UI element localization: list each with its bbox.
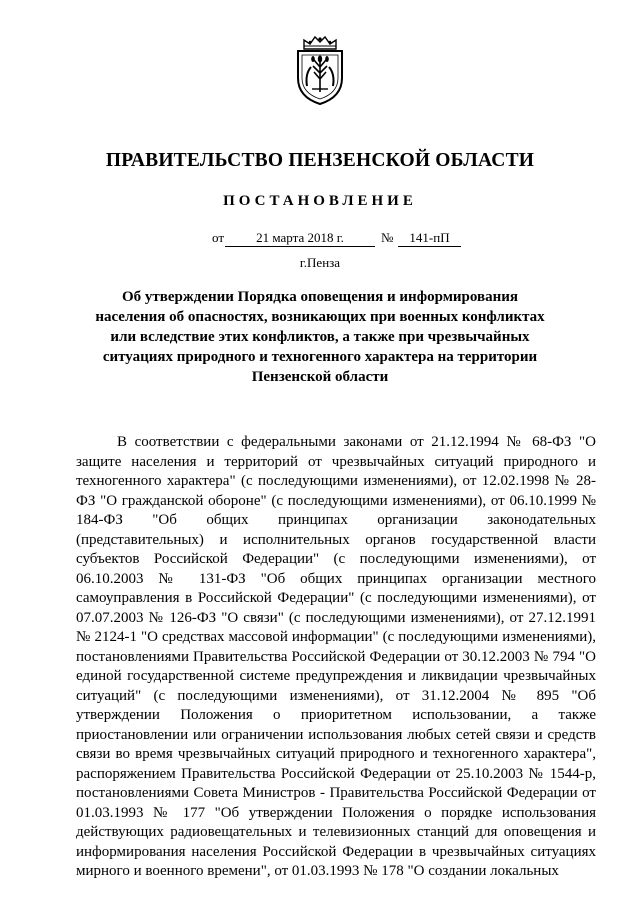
document-number: 141-пП — [398, 230, 461, 247]
from-label: от — [212, 230, 225, 245]
number-label: № — [381, 230, 394, 245]
document-subject: Об утверждении Порядка оповещения и информирования населения об опасностях, возникающих при военных конфликтах или вследствие этих конфликтов, а также при чрезвычайных ситуациях природного и техногенного характера на территории Пензенской области — [95, 289, 545, 385]
document-date: 21 марта 2018 г. — [225, 230, 375, 247]
document-type: ПОСТАНОВЛЕНИЕ — [223, 193, 417, 209]
body-paragraph: В соответствии с федеральными законами от 21.12.1994 № 68-ФЗ "О защите населения и территорий от чрезвычайных ситуаций природного и техногенного характера" (с последующими изменениями), от 12.02.1998 № 28-ФЗ "О гражданской обороне" (с последующими изменениями), от 06.10.1999 № 184-ФЗ "Об общих принципах организации законодательных (представительных) и исполнительных органов государственной власти субъектов Российской Федерации" (с последующими изменениями), от 06.10.2003 № 131-ФЗ "Об общих принципах организации местного самоуправления в Российской Федерации" (с последующими изменениями), от 07.07.2003 № 126-ФЗ "О связи" (с последующими изменениями), от 27.12.1991 № 2124-1 "О средствах массовой информации" (с последующими изменениями), постановлениями Правительства Российской Федерации от 30.12.2003 № 794 "О единой государственной системе предупреждения и ликвидации чрезвычайных ситуаций" (с последующими изменениями), от 31.12.2004 № 895 "Об утверждении Положения о приоритетном использовании, а также приостановлении или ограничении использования любых сетей связи и средств связи во время чрезвычайных ситуаций природного и техногенного характера", распоряжением Правительства Российской Федерации от 25.10.2003 № 1544-р, постановлениями Совета Министров - Правительства Российской Федерации от 01.03.1993 № 177 "Об утверждении Положения о порядке использования действующих радиовещательных и телевизионных станций для оповещения и информирования населения Российской Федерации в чрезвычайных ситуациях мирного и военного времени", от 01.03.1993 № 178 "О создании локальных — [76, 434, 596, 879]
penza-coat-of-arms-icon — [292, 34, 348, 106]
city: г.Пенза — [299, 255, 341, 270]
organization-title: ПРАВИТЕЛЬСТВО ПЕНЗЕНСКОЙ ОБЛАСТИ — [105, 150, 535, 171]
